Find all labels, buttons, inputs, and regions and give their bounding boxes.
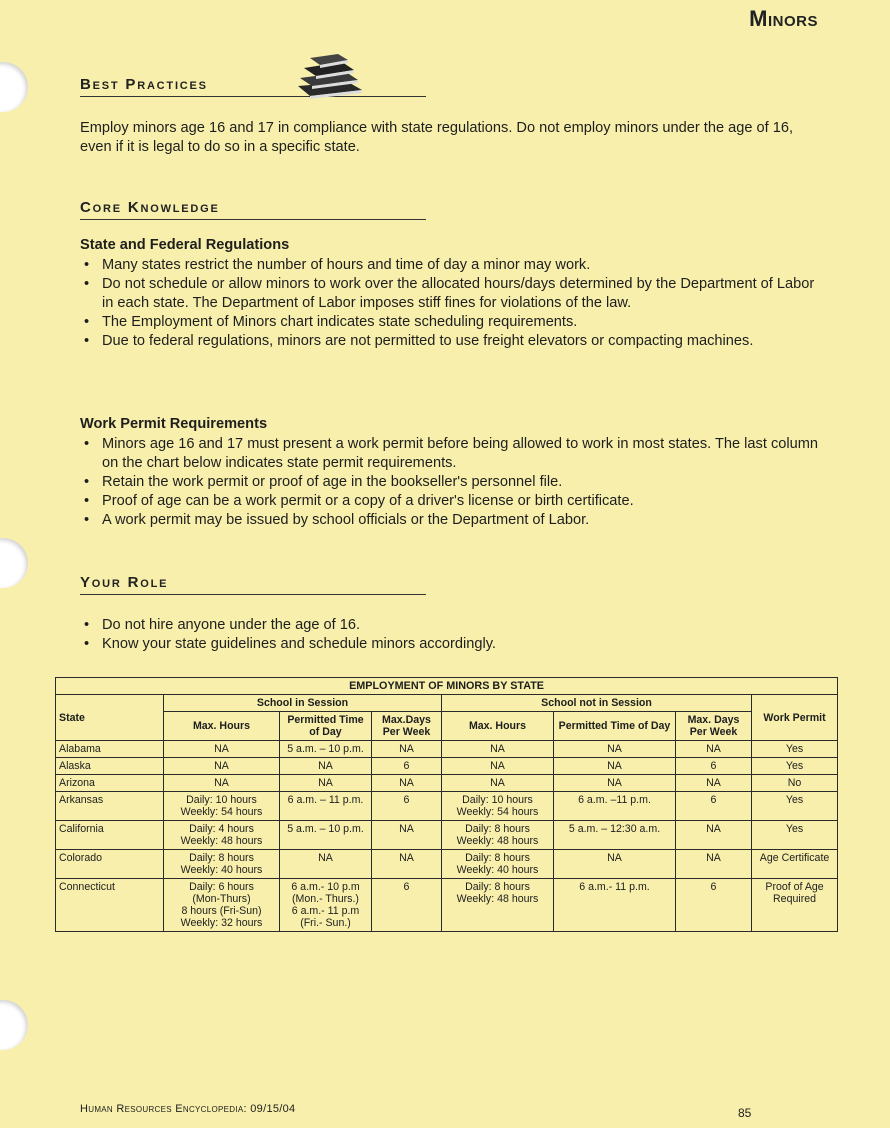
cell-out-permitted-time: NA: [554, 758, 676, 775]
employment-of-minors-table: [55, 677, 838, 932]
header-max-hours-not: Max. Hours: [442, 712, 554, 741]
list-item: • Retain the work permit or proof of age in the bookseller's personnel file.: [80, 473, 820, 492]
cell-in-permitted-time: 6 a.m. – 11 p.m.: [280, 792, 372, 821]
cell-out-max-days: NA: [676, 741, 752, 758]
state-federal-subheading: State and Federal Regulations: [80, 237, 290, 253]
table-body: [56, 741, 838, 932]
table-title: EMPLOYMENT OF MINORS BY STATE: [56, 678, 838, 695]
cell-work-permit: Yes: [752, 792, 838, 821]
cell-out-permitted-time: NA: [554, 741, 676, 758]
cell-in-max-days: 6: [372, 879, 442, 932]
your-role-list: [80, 616, 820, 654]
header-state: State: [56, 695, 164, 741]
cell-in-max-days: NA: [372, 821, 442, 850]
cell-state: Arkansas: [56, 792, 164, 821]
cell-out-max-days: NA: [676, 850, 752, 879]
table-row: [56, 792, 838, 821]
work-permit-list: [80, 435, 820, 530]
cell-state: Colorado: [56, 850, 164, 879]
cell-state: Connecticut: [56, 879, 164, 932]
cell-in-permitted-time: NA: [280, 850, 372, 879]
cell-out-max-hours: Daily: 8 hours Weekly: 48 hours: [442, 879, 554, 932]
list-item: • The Employment of Minors chart indicates state scheduling requirements.: [80, 313, 820, 332]
table-row: [56, 821, 838, 850]
list-item: • A work permit may be issued by school officials or the Department of Labor.: [80, 511, 820, 530]
best-practices-text: Employ minors age 16 and 17 in compliance with state regulations. Do not employ minors under the age of 16, even if it is legal to do so in a specific state.: [80, 120, 794, 155]
table-row: [56, 775, 838, 792]
list-item: • Due to federal regulations, minors are not permitted to use freight elevators or compacting machines.: [80, 332, 820, 351]
cell-state: Alabama: [56, 741, 164, 758]
cell-out-permitted-time: NA: [554, 775, 676, 792]
cell-out-max-days: NA: [676, 775, 752, 792]
cell-work-permit: Yes: [752, 741, 838, 758]
cell-out-max-hours: Daily: 8 hours Weekly: 40 hours: [442, 850, 554, 879]
cell-state: Alaska: [56, 758, 164, 775]
cell-in-max-hours: Daily: 10 hours Weekly: 54 hours: [164, 792, 280, 821]
footer-source: Human Resources Encyclopedia: 09/15/04: [80, 1103, 296, 1115]
cell-out-max-hours: Daily: 8 hours Weekly: 48 hours: [442, 821, 554, 850]
cell-out-permitted-time: 6 a.m.- 11 p.m.: [554, 879, 676, 932]
page-number: 85: [738, 1106, 752, 1120]
header-permitted-time-not: Permitted Time of Day: [554, 712, 676, 741]
cell-out-permitted-time: 6 a.m. –11 p.m.: [554, 792, 676, 821]
cell-in-max-days: NA: [372, 775, 442, 792]
table-row: [56, 879, 838, 932]
your-role-heading: Your Role: [80, 574, 426, 595]
list-item: • Proof of age can be a work permit or a copy of a driver's license or birth certificate.: [80, 492, 820, 511]
cell-in-max-days: NA: [372, 850, 442, 879]
books-icon: [290, 52, 368, 104]
table-row: [56, 741, 838, 758]
cell-out-max-days: NA: [676, 821, 752, 850]
cell-out-permitted-time: 5 a.m. – 12:30 a.m.: [554, 821, 676, 850]
header-max-days-not: Max. Days Per Week: [676, 712, 752, 741]
cell-out-max-hours: NA: [442, 775, 554, 792]
list-item: • Do not schedule or allow minors to work over the allocated hours/days determined by the Department of Labor in each state. The Department of Labor imposes stiff fines for violations of the law.: [80, 275, 820, 313]
cell-work-permit: No: [752, 775, 838, 792]
cell-state: Arizona: [56, 775, 164, 792]
cell-work-permit: Proof of Age Required: [752, 879, 838, 932]
header-max-hours: Max. Hours: [164, 712, 280, 741]
cell-out-max-days: 6: [676, 758, 752, 775]
binder-hole-bottom: [0, 1000, 28, 1050]
cell-in-max-hours: NA: [164, 741, 280, 758]
core-knowledge-heading: Core Knowledge: [80, 199, 426, 220]
binder-hole-middle: [0, 538, 28, 588]
cell-work-permit: Yes: [752, 821, 838, 850]
cell-work-permit: Age Certificate: [752, 850, 838, 879]
list-item: • Minors age 16 and 17 must present a work permit before being allowed to work in most states. The last column on the chart below indicates state permit requirements.: [80, 435, 820, 473]
page-title: Minors: [749, 6, 818, 31]
header-work-permit: Work Permit: [752, 695, 838, 741]
best-practices-heading: Best Practices: [80, 76, 426, 97]
cell-in-max-days: 6: [372, 792, 442, 821]
cell-in-max-hours: Daily: 8 hours Weekly: 40 hours: [164, 850, 280, 879]
list-item: • Know your state guidelines and schedule minors accordingly.: [80, 635, 820, 654]
table-row: [56, 850, 838, 879]
cell-out-permitted-time: NA: [554, 850, 676, 879]
cell-out-max-hours: NA: [442, 741, 554, 758]
cell-in-max-hours: Daily: 4 hours Weekly: 48 hours: [164, 821, 280, 850]
header-school-not-in-session: School not in Session: [442, 695, 752, 712]
header-max-days: Max.Days Per Week: [372, 712, 442, 741]
cell-in-max-days: NA: [372, 741, 442, 758]
list-item: • Do not hire anyone under the age of 16.: [80, 616, 820, 635]
cell-in-permitted-time: 5 a.m. – 10 p.m.: [280, 741, 372, 758]
cell-in-max-hours: Daily: 6 hours (Mon-Thurs) 8 hours (Fri-Sun) Weekly: 32 hours: [164, 879, 280, 932]
cell-in-max-days: 6: [372, 758, 442, 775]
cell-out-max-hours: NA: [442, 758, 554, 775]
binder-hole-top: [0, 62, 28, 112]
cell-in-max-hours: NA: [164, 775, 280, 792]
cell-in-max-hours: NA: [164, 758, 280, 775]
list-item: • Many states restrict the number of hours and time of day a minor may work.: [80, 256, 820, 275]
cell-in-permitted-time: NA: [280, 775, 372, 792]
cell-in-permitted-time: 6 a.m.- 10 p.m (Mon.- Thurs.) 6 a.m.- 11 p.m (Fri.- Sun.): [280, 879, 372, 932]
cell-in-permitted-time: NA: [280, 758, 372, 775]
cell-state: California: [56, 821, 164, 850]
cell-out-max-hours: Daily: 10 hours Weekly: 54 hours: [442, 792, 554, 821]
state-federal-list: [80, 256, 820, 351]
cell-in-permitted-time: 5 a.m. – 10 p.m.: [280, 821, 372, 850]
work-permit-subheading: Work Permit Requirements: [80, 416, 268, 432]
header-school-in-session: School in Session: [164, 695, 442, 712]
cell-out-max-days: 6: [676, 879, 752, 932]
table-row: [56, 758, 838, 775]
cell-work-permit: Yes: [752, 758, 838, 775]
cell-out-max-days: 6: [676, 792, 752, 821]
header-permitted-time: Permitted Time of Day: [280, 712, 372, 741]
